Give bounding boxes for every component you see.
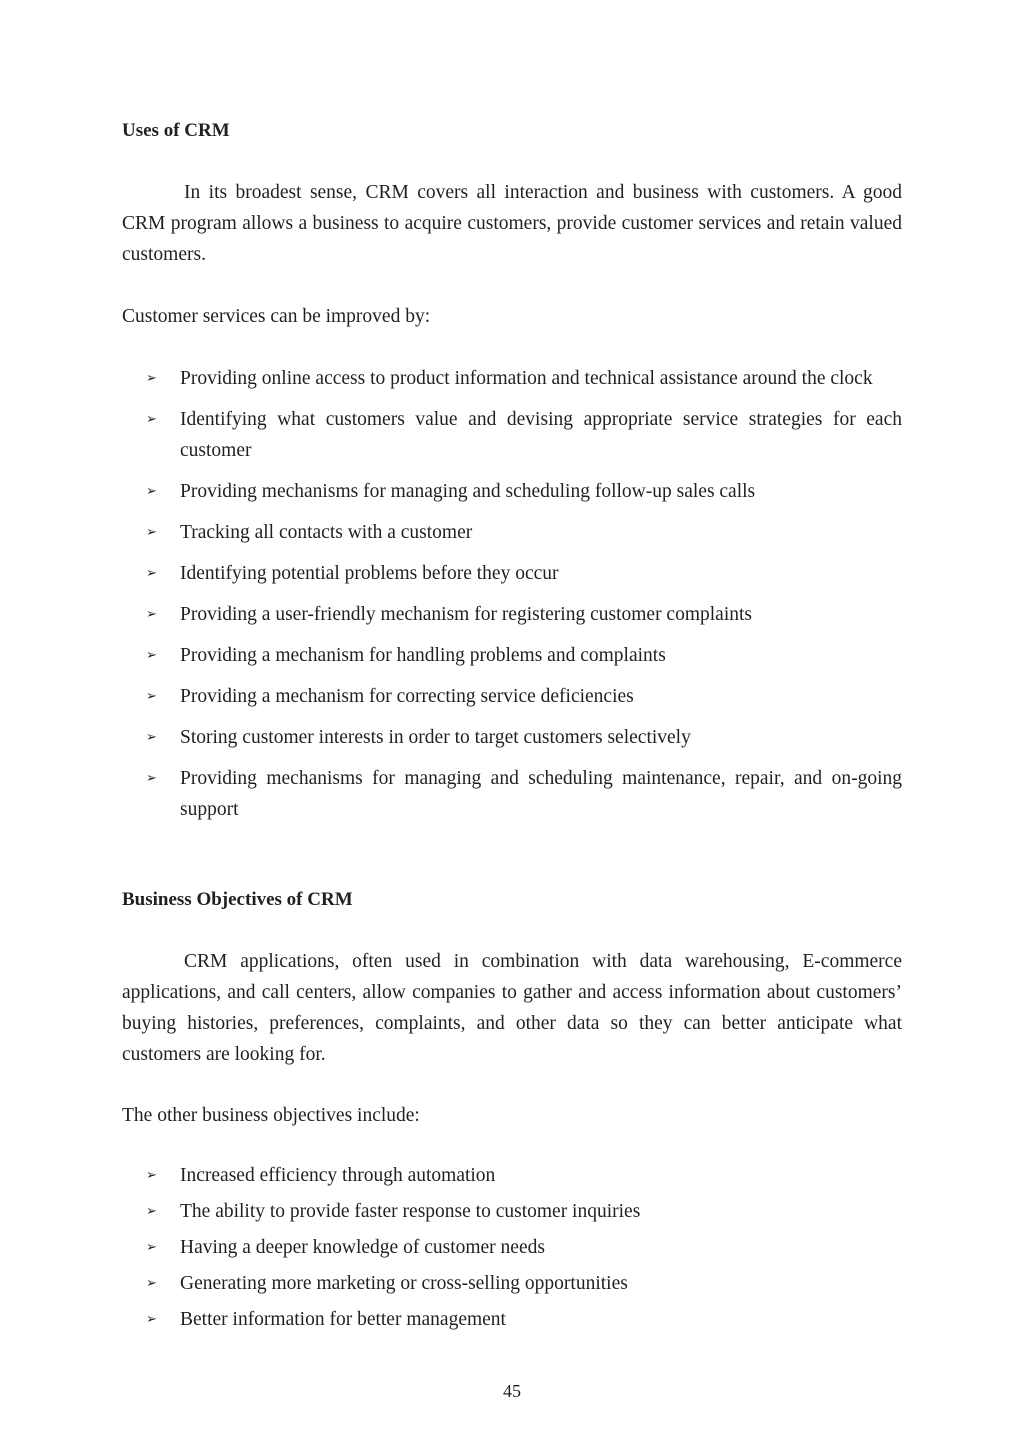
arrowhead-bullet-icon: ➢ [146,1168,157,1183]
objectives-intro-paragraph: CRM applications, often used in combination with data warehousing, E-commerce applications, and call centers, allow companies to gather and access information about customers’ buying histories, preferences, complaints, and other data so they can better anticipate what customers are looking for. [122,951,902,1065]
list-item [122,517,902,548]
arrowhead-bullet-icon: ➢ [146,1204,157,1219]
list-item-text: Tracking all contacts with a customer [180,522,473,543]
list-item [122,1272,902,1296]
list-item-text: Generating more marketing or cross-selling opportunities [180,1273,628,1294]
arrowhead-bullet-icon: ➢ [146,371,157,386]
list-item [122,722,902,753]
list-item-text: Having a deeper knowledge of customer needs [180,1237,545,1258]
list-item [122,599,902,630]
arrowhead-bullet-icon: ➢ [146,771,157,786]
list-item-text: Providing mechanisms for managing and scheduling follow-up sales calls [180,481,756,502]
arrowhead-bullet-icon: ➢ [146,607,157,622]
objectives-list-lead: The other business objectives include: [122,1105,420,1126]
arrowhead-bullet-icon: ➢ [146,1276,157,1291]
arrowhead-bullet-icon: ➢ [146,1312,157,1327]
page-number: 45 [503,1381,521,1401]
list-item-text: The ability to provide faster response to customer inquiries [180,1201,641,1222]
list-item-text: Identifying what customers value and devising appropriate service strategies for each customer [180,409,902,461]
list-item [122,363,902,394]
arrowhead-bullet-icon: ➢ [146,412,157,427]
arrowhead-bullet-icon: ➢ [146,730,157,745]
list-item [122,1200,902,1224]
list-item [122,640,902,671]
list-item [122,1308,902,1332]
arrowhead-bullet-icon: ➢ [146,689,157,704]
list-item-text: Providing a user-friendly mechanism for registering customer complaints [180,604,753,625]
list-item [122,404,902,466]
arrowhead-bullet-icon: ➢ [146,1240,157,1255]
list-item-text: Storing customer interests in order to target customers selectively [180,727,691,748]
arrowhead-bullet-icon: ➢ [146,525,157,540]
list-item [122,476,902,507]
list-item-text: Providing online access to product information and technical assistance around the clock [180,368,873,389]
list-item-text: Identifying potential problems before they occur [180,563,559,584]
list-item-text: Providing a mechanism for handling problems and complaints [180,645,666,666]
arrowhead-bullet-icon: ➢ [146,484,157,499]
list-item [122,558,902,589]
section-heading-uses-of-crm: Uses of CRM [122,120,230,141]
arrowhead-bullet-icon: ➢ [146,648,157,663]
list-item-text: Providing a mechanism for correcting service deficiencies [180,686,634,707]
list-item [122,681,902,712]
section-heading-business-objectives: Business Objectives of CRM [122,889,353,910]
objectives-bullet-list [122,1164,902,1344]
list-item-text: Increased efficiency through automation [180,1165,496,1186]
list-item [122,1236,902,1260]
arrowhead-bullet-icon: ➢ [146,566,157,581]
list-item-text: Better information for better management [180,1309,506,1330]
uses-bullet-list [122,363,902,835]
uses-list-lead: Customer services can be improved by: [122,306,431,327]
uses-intro-paragraph: In its broadest sense, CRM covers all interaction and business with customers. A good CRM program allows a business to acquire customers, provide customer services and retain valued customers. [122,182,902,265]
list-item [122,763,902,825]
list-item [122,1164,902,1188]
list-item-text: Providing mechanisms for managing and scheduling maintenance, repair, and on-going support [180,768,902,820]
